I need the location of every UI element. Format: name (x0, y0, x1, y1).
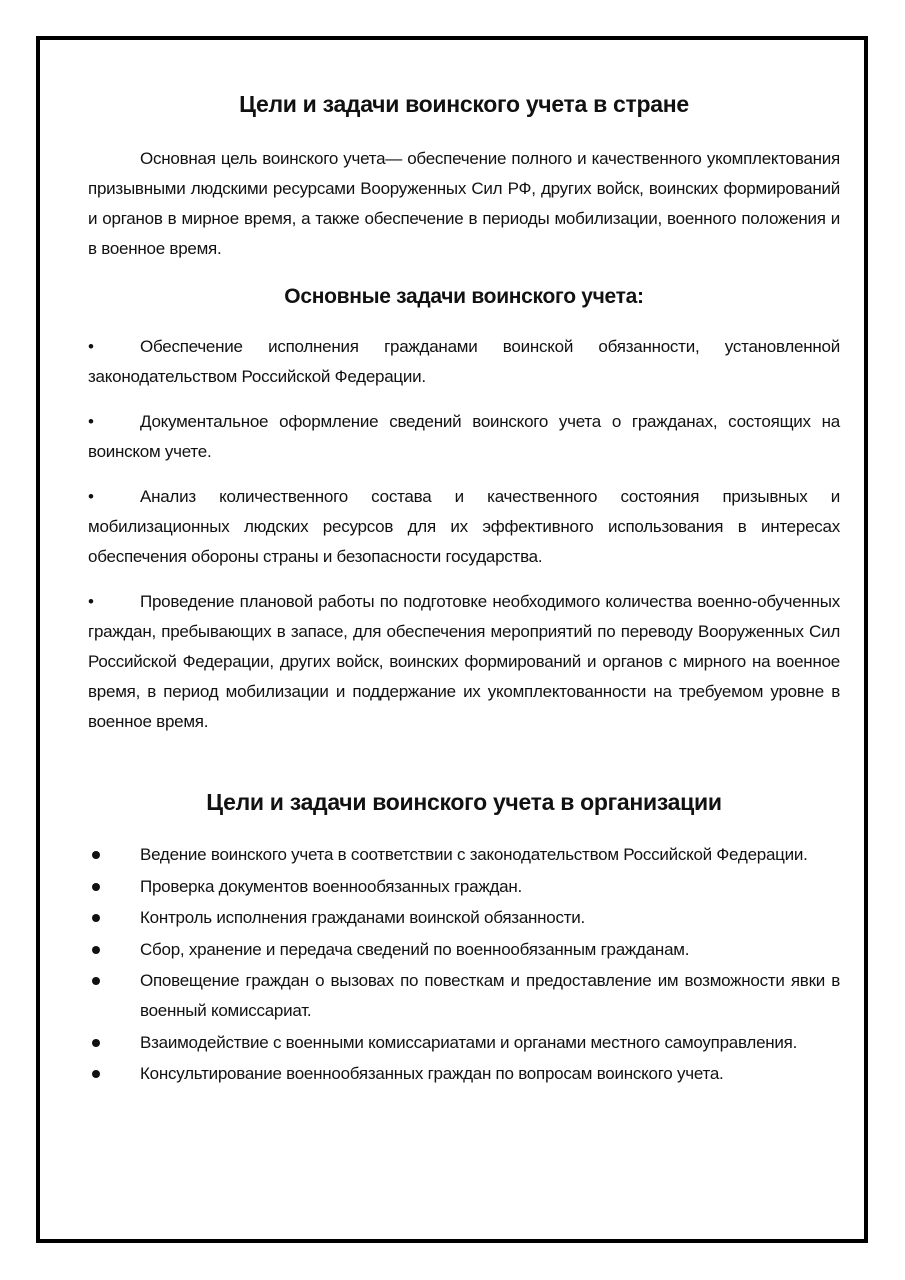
list-item-text: Контроль исполнения гражданами воинской обязанности. (140, 908, 586, 927)
list-item-text: Консультирование военнообязанных граждан по вопросам воинского учета. (140, 1064, 724, 1083)
bullet-icon (92, 851, 100, 859)
list-item (88, 903, 840, 933)
bullet-icon (92, 914, 100, 922)
bullet-icon (92, 977, 100, 985)
list-item (88, 587, 840, 737)
list-item (88, 407, 840, 467)
section-title-main-tasks: Основные задачи воинского учета: (284, 285, 644, 308)
list-item (88, 482, 840, 572)
list-item-text: Проведение плановой работы по подготовке необходимого количества военно-обученных граждан, пребывающих в запасе, для обеспечения мероприятий по переводу Вооруженных Сил Российской Федерации, других войск, воинских формирований и органов с мирного на военное время, в период мобилизации и поддержание их укомплектованности на требуемом уровне в военное время. (88, 592, 840, 731)
list-item (88, 872, 840, 902)
bullet-icon: • (88, 412, 94, 431)
list-item-text: Проверка документов военнообязанных граждан. (140, 876, 522, 896)
list-item-text: Сбор, хранение и передача сведений по военнообязанным гражданам. (140, 939, 690, 959)
bullet-icon: • (88, 487, 94, 506)
list-item-text: Ведение воинского учета в соответствии с законодательством Российской Федерации. (140, 845, 808, 864)
list-item (88, 935, 840, 965)
list-item (88, 840, 840, 870)
section-title-organization: Цели и задачи воинского учета в организации (206, 789, 722, 815)
list-item-text: Оповещение граждан о вызовах по повесткам и предоставление им возможности явки в военный комиссариат. (140, 971, 840, 1020)
bullet-icon (92, 1070, 100, 1078)
list-item-text: Документальное оформление сведений воинского учета о гражданах, состоящих на воинском учете. (88, 412, 840, 461)
bullet-icon (92, 883, 100, 891)
list-item (88, 1059, 840, 1089)
list-item-text: Обеспечение исполнения гражданами воинской обязанности, установленной законодательством Российской Федерации. (88, 337, 840, 386)
list-item (88, 966, 840, 1026)
list-item (88, 332, 840, 392)
bullet-icon (92, 1039, 100, 1047)
section-title-country: Цели и задачи воинского учета в стране (239, 91, 689, 117)
bullet-icon: • (88, 592, 94, 611)
intro-paragraph: Основная цель воинского учета— обеспечение полного и качественного укомплектования призывными людскими ресурсами Вооруженных Сил РФ, других войск, воинских формирований и органов в мирное время, а также обеспечение в периоды мобилизации, военного положения и в военное время. (88, 149, 840, 258)
main-tasks-list (88, 332, 840, 752)
bullet-icon: • (88, 337, 94, 356)
list-item-text: Взаимодействие с военными комиссариатами и органами местного самоуправления. (140, 1032, 798, 1052)
list-item (88, 1028, 840, 1058)
list-item-text: Анализ количественного состава и качественного состояния призывных и мобилизационных людских ресурсов для их эффективного использования в интересах обеспечения обороны страны и безопасности государства. (88, 487, 840, 566)
bullet-icon (92, 946, 100, 954)
organization-tasks-list (88, 840, 840, 1091)
